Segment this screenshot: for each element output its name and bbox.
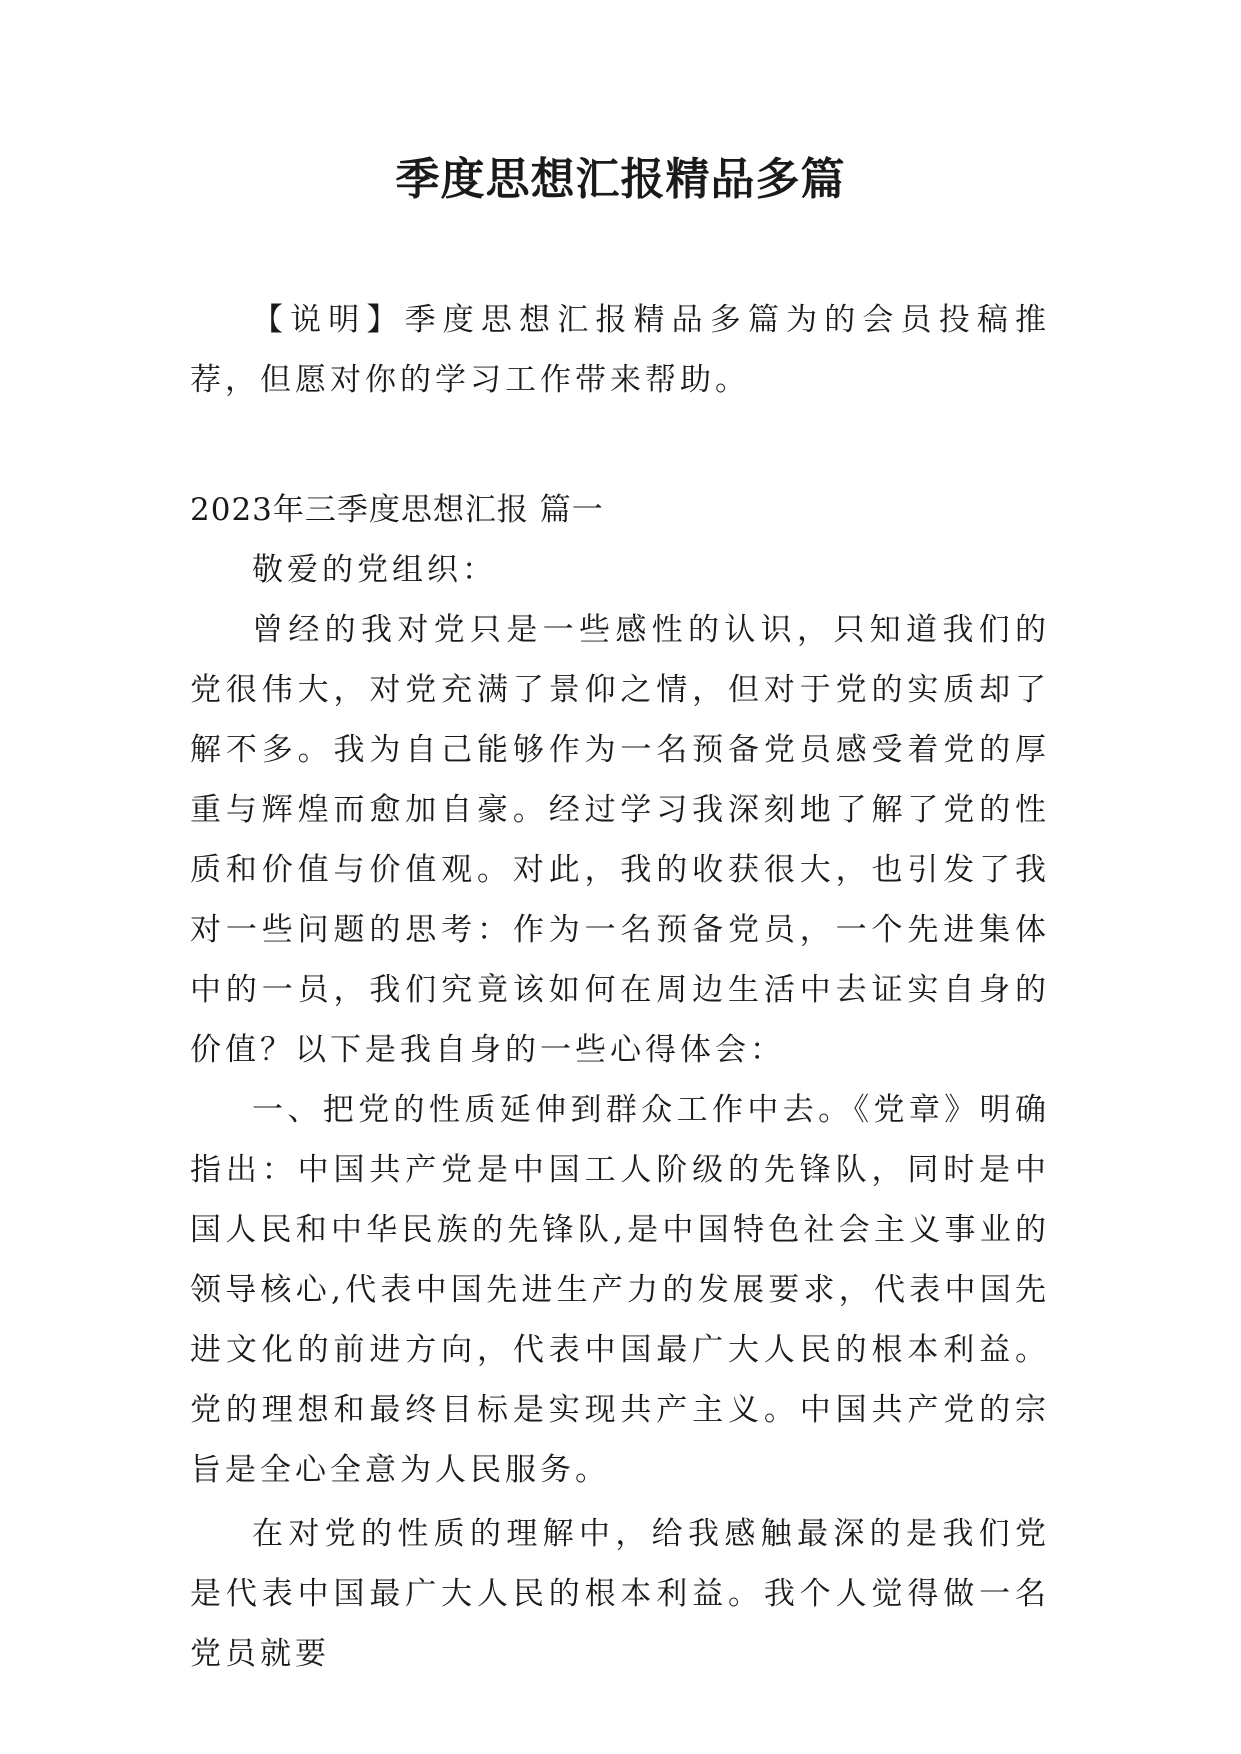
body-paragraph-3: 在对党的性质的理解中，给我感触最深的是我们党是代表中国最广大人民的根本利益。我个人觉得做一名党员就要 bbox=[190, 1516, 1050, 1672]
salutation: 敬爱的党组织： bbox=[252, 552, 497, 588]
document-title: 季度思想汇报精品多篇 bbox=[395, 154, 846, 205]
document-body bbox=[190, 290, 1050, 1684]
section-heading: 2023年三季度思想汇报 篇一 bbox=[190, 492, 604, 528]
spacer bbox=[190, 410, 1050, 480]
body-paragraph-1: 曾经的我对党只是一些感性的认识，只知道我们的党很伟大，对党充满了景仰之情，但对于党的实质却了解不多。我为自己能够作为一名预备党员感受着党的厚重与辉煌而愈加自豪。经过学习我深刻地了解了党的性质和价值与价值观。对此，我的收获很大，也引发了我对一些问题的思考：作为一名预备党员，一个先进集体中的一员，我们究竟该如何在周边生活中去证实自身的价值？以下是我自身的一些心得体会： bbox=[190, 612, 1050, 1068]
intro-paragraph: 【说明】季度思想汇报精品多篇为的会员投稿推荐，但愿对你的学习工作带来帮助。 bbox=[190, 302, 1050, 398]
body-paragraph-2: 一、把党的性质延伸到群众工作中去。《党章》明确指出：中国共产党是中国工人阶级的先锋队，同时是中国人民和中华民族的先锋队,是中国特色社会主义事业的领导核心,代表中国先进生产力的发展要求，代表中国先进文化的前进方向，代表中国最广大人民的根本利益。党的理想和最终目标是实现共产主义。中国共产党的宗旨是全心全意为人民服务。 bbox=[190, 1092, 1050, 1488]
